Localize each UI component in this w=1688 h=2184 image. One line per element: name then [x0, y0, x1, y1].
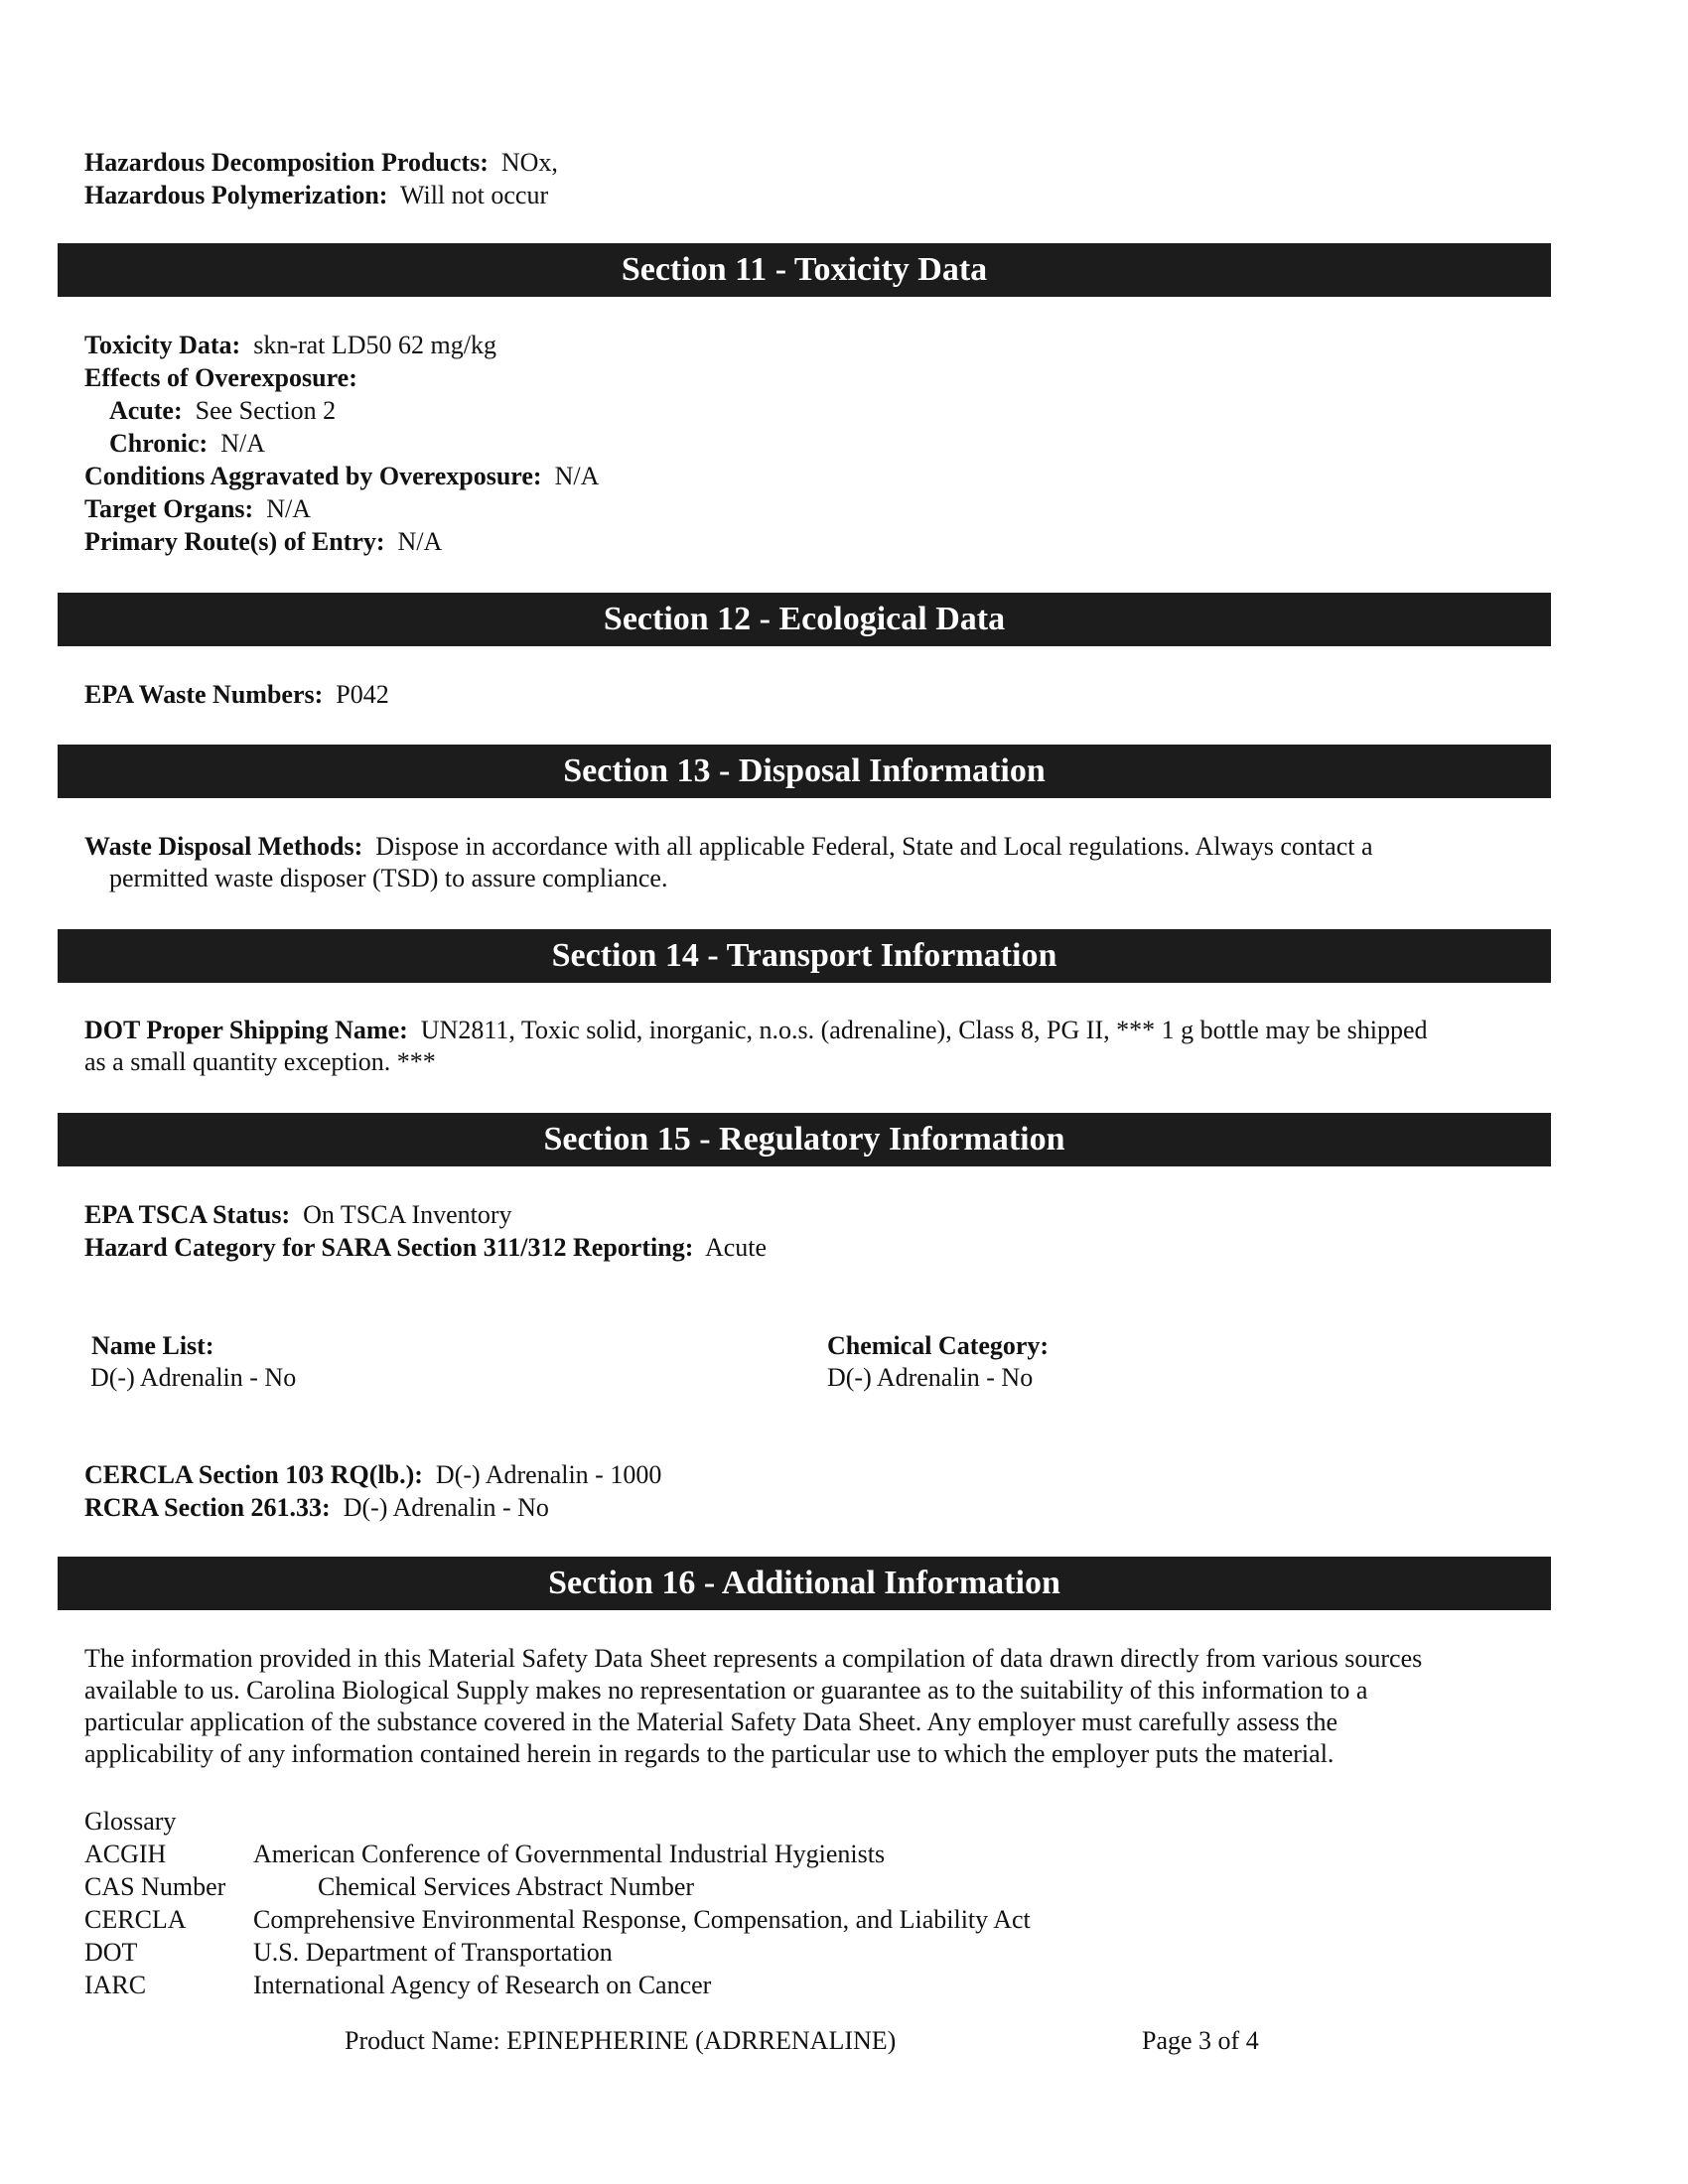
sara-category-value: Acute: [704, 1233, 768, 1262]
effects-overexposure-line: [84, 362, 357, 394]
route-of-entry-label: Primary Route(s) of Entry:: [84, 527, 385, 556]
chemical-category-value: D(-) Adrenalin - No: [827, 1363, 1034, 1392]
chemical-category-label: Chemical Category:: [827, 1331, 1050, 1360]
toxicity-data-label: Toxicity Data:: [84, 331, 241, 359]
additional-info-line-2: available to us. Carolina Biological Supply makes no representation or guarantee as to the suitability of this information to a: [84, 1676, 1368, 1705]
section-12-header: Section 12 - Ecological Data: [58, 593, 1551, 646]
glossary-title: Glossary: [84, 1807, 177, 1836]
glossary-definition: Chemical Services Abstract Number: [318, 1872, 695, 1901]
footer-product-name: Product Name: EPINEPHERINE (ADRRENALINE): [345, 2026, 897, 2055]
additional-info-paragraph: [84, 1643, 1544, 1770]
target-organs-line: [84, 493, 311, 525]
epa-waste-numbers-line: [84, 679, 389, 711]
chronic-label: Chronic:: [109, 429, 209, 458]
sara-category-line: [84, 1232, 767, 1264]
epa-waste-numbers-value: P042: [336, 680, 389, 709]
section-13-header: Section 13 - Disposal Information: [58, 745, 1551, 798]
toxicity-data-value: skn-rat LD50 62 mg/kg: [253, 331, 497, 359]
effects-overexposure-label: Effects of Overexposure:: [84, 363, 357, 392]
name-list-column: [91, 1330, 296, 1394]
tsca-status-line: [84, 1199, 512, 1231]
waste-disposal-label: Waste Disposal Methods:: [84, 832, 363, 861]
glossary-definition: U.S. Department of Transportation: [253, 1938, 613, 1967]
target-organs-label: Target Organs:: [84, 494, 254, 523]
glossary-definition: American Conference of Governmental Industrial Hygienists: [253, 1840, 886, 1868]
dot-shipping-label: DOT Proper Shipping Name:: [84, 1016, 408, 1044]
footer-page-number: Page 3 of 4: [1142, 2026, 1259, 2055]
glossary-definition: International Agency of Research on Cancer: [253, 1971, 712, 1999]
section-16-header: Section 16 - Additional Information: [58, 1557, 1551, 1610]
toxicity-data-line: [84, 330, 496, 361]
name-list-label: Name List:: [91, 1331, 214, 1360]
acute-label: Acute:: [109, 396, 183, 425]
polymerization-value: Will not occur: [399, 181, 549, 209]
cercla-value: D(-) Adrenalin - 1000: [435, 1460, 662, 1489]
waste-disposal-text-1: Dispose in accordance with all applicable Federal, State and Local regulations. Always contact a: [375, 832, 1373, 861]
name-list-value: D(-) Adrenalin - No: [90, 1363, 297, 1392]
glossary-term: CAS Number: [84, 1872, 226, 1901]
chronic-line: [109, 428, 265, 460]
target-organs-value: N/A: [266, 494, 311, 523]
route-of-entry-line: [84, 526, 442, 558]
additional-info-line-4: applicability of any information contained herein in regards to the particular use to which the employer puts the material.: [84, 1739, 1335, 1768]
dot-shipping-text-1: UN2811, Toxic solid, inorganic, n.o.s. (adrenaline), Class 8, PG II, *** 1 g bottle may be shipped: [420, 1016, 1428, 1044]
glossary-term: CERCLA: [84, 1905, 187, 1934]
rcra-label: RCRA Section 261.33:: [84, 1493, 331, 1522]
decomposition-products-label: Hazardous Decomposition Products:: [84, 148, 489, 177]
decomposition-products-value: NOx,: [500, 148, 558, 177]
chemical-category-column: [827, 1330, 1049, 1394]
polymerization-label: Hazardous Polymerization:: [84, 181, 388, 209]
acute-value: See Section 2: [195, 396, 337, 425]
dot-shipping-text-2: as a small quantity exception. ***: [84, 1047, 436, 1076]
glossary-term: DOT: [84, 1938, 138, 1967]
glossary-term: IARC: [84, 1971, 147, 1999]
acute-line: [109, 395, 336, 427]
waste-disposal-text-2: permitted waste disposer (TSD) to assure compliance.: [109, 864, 668, 892]
tsca-status-value: On TSCA Inventory: [303, 1200, 512, 1229]
glossary-definition: Comprehensive Environmental Response, Compensation, and Liability Act: [253, 1905, 1031, 1934]
conditions-aggravated-line: [84, 461, 599, 492]
rcra-line: [84, 1492, 549, 1524]
epa-waste-numbers-label: EPA Waste Numbers:: [84, 680, 324, 709]
additional-info-line-3: particular application of the substance covered in the Material Safety Data Sheet. Any employer must carefully assess the: [84, 1707, 1338, 1736]
rcra-value: D(-) Adrenalin - No: [343, 1493, 549, 1522]
cercla-label: CERCLA Section 103 RQ(lb.):: [84, 1460, 423, 1489]
chronic-value: N/A: [220, 429, 265, 458]
sara-category-label: Hazard Category for SARA Section 311/312 Reporting:: [84, 1233, 694, 1262]
glossary-term: ACGIH: [84, 1840, 167, 1868]
route-of-entry-value: N/A: [397, 527, 443, 556]
dot-shipping-paragraph: [84, 1015, 1544, 1078]
conditions-aggravated-label: Conditions Aggravated by Overexposure:: [84, 462, 542, 490]
section-15-header: Section 15 - Regulatory Information: [58, 1113, 1551, 1166]
waste-disposal-paragraph: [84, 831, 1544, 894]
section-11-header: Section 11 - Toxicity Data: [58, 243, 1551, 297]
tsca-status-label: EPA TSCA Status:: [84, 1200, 291, 1229]
cercla-line: [84, 1459, 661, 1491]
decomposition-products-line: [84, 147, 558, 179]
conditions-aggravated-value: N/A: [554, 462, 600, 490]
section-14-header: Section 14 - Transport Information: [58, 929, 1551, 983]
additional-info-line-1: The information provided in this Material Safety Data Sheet represents a compilation of data drawn directly from various sources: [84, 1644, 1423, 1673]
polymerization-line: [84, 180, 548, 211]
